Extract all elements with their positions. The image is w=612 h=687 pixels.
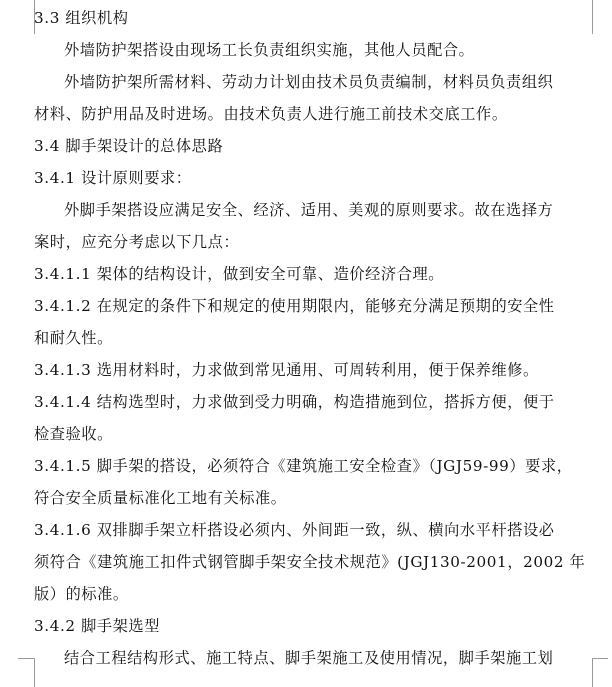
paragraph: 外墙防护架搭设由现场工长负责组织实施，其他人员配合。 xyxy=(64,41,475,59)
heading-3-4-1: 3.4.1 设计原则要求： xyxy=(34,169,192,187)
paragraph-continuation: 案时，应充分考虑以下几点： xyxy=(34,233,240,251)
paragraph-continuation: 材料、防护用品及时进场。由技术负责人进行施工前技术交底工作。 xyxy=(34,105,508,123)
list-item-continuation: 须符合《建筑施工扣件式钢管脚手架安全技术规范》(JGJ130-2001，2002 年 xyxy=(34,553,586,571)
heading-3-3: 3.3 组织机构 xyxy=(34,9,129,27)
list-item-continuation: 和耐久性。 xyxy=(34,329,113,347)
list-item-continuation: 版）的标准。 xyxy=(34,585,129,603)
paragraph: 结合工程结构形式、施工特点、脚手架施工及使用情况，脚手架施工划 xyxy=(64,649,554,667)
heading-3-4: 3.4 脚手架设计的总体思路 xyxy=(34,137,224,155)
list-item-3-4-1-4: 3.4.1.4 结构选型时，力求做到受力明确，构造措施到位，搭拆方便，便于 xyxy=(34,393,555,411)
list-item-continuation: 符合安全质量标准化工地有关标准。 xyxy=(34,489,287,507)
list-item-3-4-1-5: 3.4.1.5 脚手架的搭设，必须符合《建筑施工安全检查》（JGJ59-99）要求， xyxy=(34,457,573,475)
list-item-continuation: 检查验收。 xyxy=(34,425,113,443)
crop-mark-bottom-right-vertical xyxy=(592,658,593,687)
heading-3-4-2: 3.4.2 脚手架选型 xyxy=(34,617,161,635)
document-body xyxy=(34,2,594,674)
paragraph: 外脚手架搭设应满足安全、经济、适用、美观的原则要求。故在选择方 xyxy=(64,201,554,219)
paragraph: 外墙防护架所需材料、劳动力计划由技术员负责编制，材料员负责组织 xyxy=(64,73,554,91)
list-item-3-4-1-2: 3.4.1.2 在规定的条件下和规定的使用期限内，能够充分满足预期的安全性 xyxy=(34,297,555,315)
list-item-3-4-1-1: 3.4.1.1 架体的结构设计，做到安全可靠、造价经济合理。 xyxy=(34,265,445,283)
crop-mark-bottom-right xyxy=(592,658,608,659)
list-item-3-4-1-6: 3.4.1.6 双排脚手架立杆搭设必须内、外间距一致，纵、横向水平杆搭设必 xyxy=(34,521,555,539)
crop-mark-bottom-left-vertical xyxy=(34,658,35,687)
crop-mark-bottom-left xyxy=(18,658,35,659)
list-item-3-4-1-3: 3.4.1.3 选用材料时，力求做到常见通用、可周转利用，便于保养维修。 xyxy=(34,361,539,379)
